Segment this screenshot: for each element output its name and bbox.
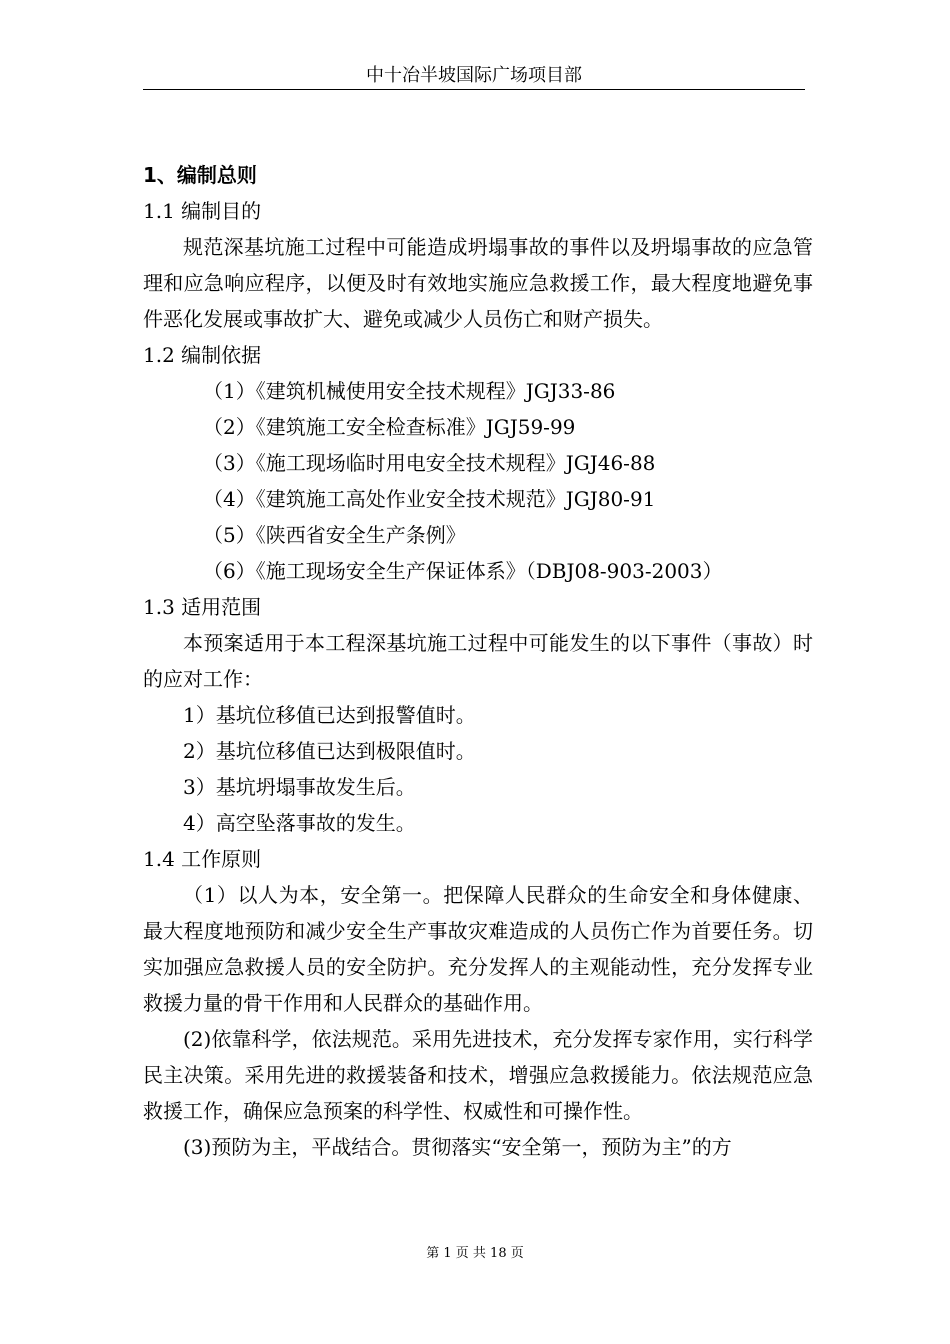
section-heading-1: 1、编制总则 bbox=[143, 163, 257, 187]
scope-list-item: 3）基坑坍塌事故发生后。 bbox=[183, 775, 416, 799]
purpose-paragraph: 规范深基坑施工过程中可能造成坍塌事故的事件以及坍塌事故的应急管理和应急响应程序，以便及时有效地实施应急救援工作，最大程度地避免事件恶化发展或事故扩大、避免或减少人员伤亡和财产损失。 bbox=[143, 235, 813, 331]
scope-list-item: 4）高空坠落事故的发生。 bbox=[183, 811, 416, 835]
principle-paragraph: （1）以人为本，安全第一。把保障人民群众的生命安全和身体健康、最大程度地预防和减少安全生产事故灾难造成的人员伤亡作为首要任务。切实加强应急救援人员的安全防护。充分发挥人的主观能动性，充分发挥专业救援力量的骨干作用和人民群众的基础作用。 bbox=[143, 883, 813, 1015]
section-heading-1-1: 1.1 编制目的 bbox=[143, 199, 262, 223]
section-heading-1-4: 1.4 工作原则 bbox=[143, 847, 262, 871]
basis-list-item: （3）《施工现场临时用电安全技术规程》JGJ46-88 bbox=[203, 451, 656, 475]
section-heading-1-3: 1.3 适用范围 bbox=[143, 595, 262, 619]
principle-paragraph: (3)预防为主，平战结合。贯彻落实“安全第一，预防为主”的方 bbox=[183, 1135, 732, 1159]
document-body bbox=[143, 157, 813, 1165]
basis-list-item: （4）《建筑施工高处作业安全技术规范》JGJ80-91 bbox=[203, 487, 656, 511]
header-divider bbox=[143, 89, 805, 90]
page-number-footer: 第 1 页 共 18 页 bbox=[426, 1246, 524, 1261]
scope-list-item: 1）基坑位移值已达到报警值时。 bbox=[183, 703, 476, 727]
page-header-title: 中十冶半坡国际广场项目部 bbox=[366, 65, 582, 86]
basis-list-item: （2）《建筑施工安全检查标准》JGJ59-99 bbox=[203, 415, 576, 439]
scope-list-item: 2）基坑位移值已达到极限值时。 bbox=[183, 739, 476, 763]
scope-paragraph: 本预案适用于本工程深基坑施工过程中可能发生的以下事件（事故）时的应对工作： bbox=[143, 631, 813, 691]
section-heading-1-2: 1.2 编制依据 bbox=[143, 343, 262, 367]
basis-list-item: （6）《施工现场安全生产保证体系》（DBJ08-903-2003） bbox=[203, 559, 723, 583]
basis-list-item: （5）《陕西省安全生产条例》 bbox=[203, 523, 466, 547]
basis-list-item: （1）《建筑机械使用安全技术规程》JGJ33-86 bbox=[203, 379, 616, 403]
principle-paragraph: (2)依靠科学，依法规范。采用先进技术，充分发挥专家作用，实行科学民主决策。采用先进的救援装备和技术，增强应急救援能力。依法规范应急救援工作，确保应急预案的科学性、权威性和可操作性。 bbox=[143, 1027, 813, 1123]
